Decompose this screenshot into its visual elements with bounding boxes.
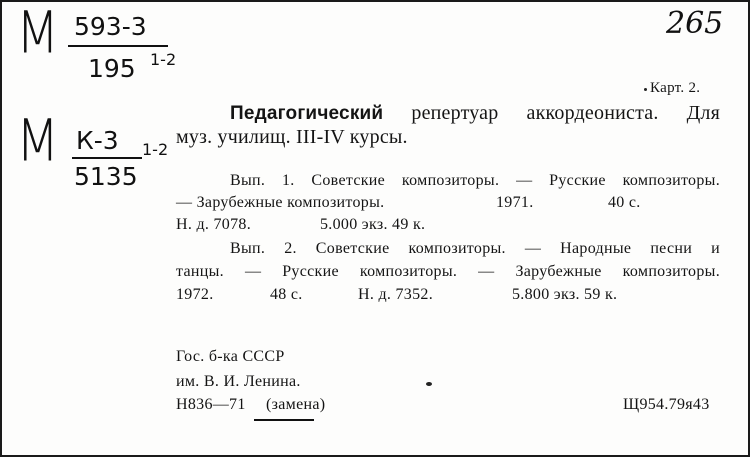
- issue-1-line-1: Вып. 1. Советские композиторы. — Русские композиторы.: [230, 172, 720, 189]
- issue-1-pages: 40 с.: [608, 194, 641, 211]
- title-bold-word: Педагогический: [230, 103, 384, 124]
- shelf-mark-2-superscript: 1-2: [142, 140, 169, 159]
- ink-dot: [644, 88, 647, 91]
- shelf-mark-2-bottom: 5135: [74, 162, 138, 191]
- replacement-note: (замена): [266, 396, 326, 413]
- title-line-2: муз. училищ. III-IV курсы.: [176, 126, 408, 148]
- shelf-mark-2-fraction-line: [72, 157, 142, 159]
- corner-number: 265: [666, 6, 724, 41]
- library-code: Н836—71: [176, 396, 246, 413]
- catalog-code: Щ954.79я43: [623, 396, 710, 413]
- issue-1-notes: Н. д. 7078.: [176, 216, 251, 233]
- shelf-mark-2-top: К-3: [76, 126, 119, 155]
- issue-2-notes: Н. д. 7352.: [358, 286, 433, 303]
- issue-1-line-2: — Зарубежные композиторы.: [176, 194, 385, 211]
- replacement-underline: [254, 419, 314, 421]
- shelf-mark-1-top: 593-3: [74, 12, 147, 41]
- shelf-mark-2-letter: М: [16, 107, 60, 175]
- issue-2-copies: 5.800 экз. 59 к.: [512, 286, 618, 303]
- library-line-2: им. В. И. Ленина.: [176, 373, 301, 390]
- issue-2-line-1: Вып. 2. Советские композиторы. — Народные песни и: [230, 240, 720, 257]
- issue-2-pages: 48 с.: [270, 286, 303, 303]
- issue-2-year: 1972.: [176, 286, 214, 303]
- issue-2-line-2: танцы. — Русские композиторы. — Зарубежные композиторы.: [176, 263, 720, 280]
- ink-dot: [426, 382, 432, 386]
- shelf-mark-1-superscript: 1-2: [150, 50, 177, 69]
- title-line-1: [230, 102, 720, 125]
- issue-1-copies: 5.000 экз. 49 к.: [320, 216, 426, 233]
- shelf-mark-1-letter: М: [16, 0, 60, 67]
- shelf-mark-1-fraction-line: [68, 45, 168, 47]
- title-line-1-rest: репертуар аккордеониста. Для: [411, 102, 721, 124]
- card-number: Карт. 2.: [650, 80, 701, 96]
- issue-1-year: 1971.: [496, 194, 534, 211]
- library-line-1: Гос. б-ка СССР: [176, 348, 285, 365]
- shelf-mark-1-bottom: 195: [88, 54, 136, 83]
